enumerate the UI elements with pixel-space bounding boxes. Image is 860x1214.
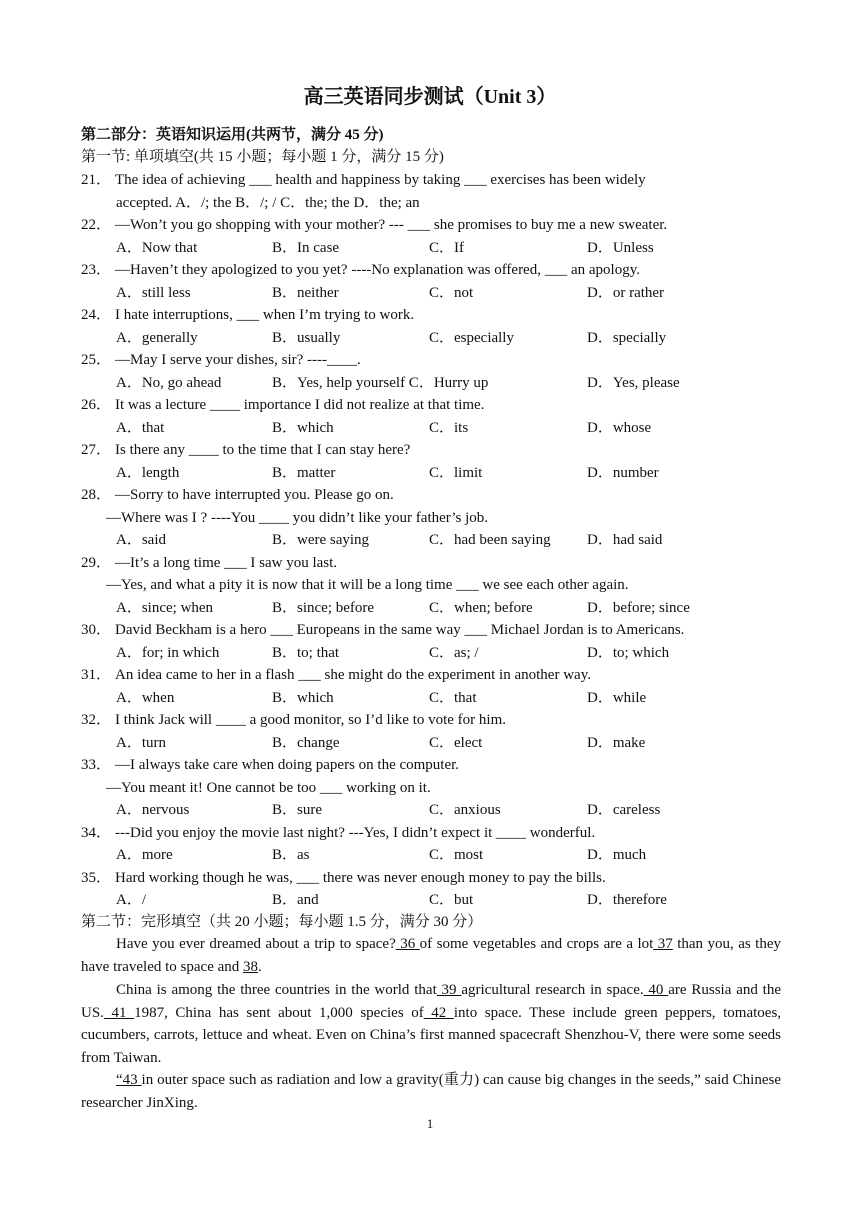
question-stem [81, 709, 781, 731]
question-stem [81, 664, 781, 686]
question-stem [81, 822, 781, 844]
answer-option-d[interactable]: D．while [587, 689, 647, 706]
blank-42: 42 [423, 1004, 454, 1021]
question-number: 29． [81, 554, 112, 571]
answer-option-c[interactable]: C．If [429, 239, 464, 256]
passage-text: agricultural research in space. [461, 982, 644, 998]
question-number: 23． [81, 262, 112, 278]
question-text: An idea came to her in a flash ___ she might do the experiment in another way. [115, 667, 591, 683]
blank-40: 40 [643, 982, 669, 998]
answer-option-a[interactable]: A．said [116, 532, 166, 548]
question-number: 30． [81, 622, 112, 638]
answer-option-d[interactable]: D．specially [587, 329, 667, 346]
question-stem [81, 169, 781, 191]
answer-option-d[interactable]: D．make [587, 734, 646, 751]
section2-heading: 第二节：完形填空（共 20 小题；每小题 1.5 分，满分 30 分） [81, 914, 483, 930]
passage-text: are Russia and the US. [81, 982, 781, 1021]
answer-option-c[interactable]: C．anxious [429, 802, 501, 818]
answer-option-d[interactable]: D．therefore [587, 892, 667, 908]
answer-option-a[interactable]: A．length [116, 464, 180, 481]
question-stem-continued [116, 192, 816, 214]
answer-option-b[interactable]: B．which [272, 689, 334, 706]
question-stem [81, 304, 781, 326]
answer-option-b[interactable]: B．sure [272, 802, 322, 818]
answer-option-c[interactable]: C．most [429, 847, 484, 863]
question-number: 27． [81, 442, 112, 458]
answer-option-b[interactable]: B．were saying [272, 532, 370, 548]
question-stem-continued [106, 777, 806, 799]
section1-heading: 第一节: 单项填空(共 15 小题；每小题 1 分，满分 15 分) [81, 149, 444, 165]
question-text: accepted. A．/; the B．/; / C．the; the D．the; an [116, 194, 420, 211]
question-number: 26． [81, 397, 112, 413]
answer-option-b[interactable]: B．which [272, 419, 334, 436]
question-stem-continued [106, 507, 806, 529]
question-stem [81, 552, 781, 574]
answer-option-c[interactable]: C．elect [429, 734, 483, 751]
page-number: 1 [426, 1116, 434, 1131]
question-text: —I always take care when doing papers on the computer. [115, 757, 460, 773]
question-number: 21． [81, 172, 112, 188]
question-text: —Where was I ? ----You ____ you didn’t like your father’s job. [106, 509, 489, 526]
answer-option-c[interactable]: C．limit [429, 464, 483, 481]
answer-option-c[interactable]: C．not [429, 284, 474, 301]
answer-option-d[interactable]: D．careless [587, 802, 661, 818]
answer-option-c[interactable]: C．that [429, 689, 477, 706]
answer-option-b[interactable]: B．matter [272, 464, 336, 481]
answer-option-b[interactable]: B．usually [272, 329, 341, 346]
answer-option-d[interactable]: D．much [587, 847, 647, 863]
question-text: —You meant it! One cannot be too ___ working on it. [106, 779, 431, 796]
answer-option-a[interactable]: A．still less [116, 284, 191, 301]
answer-option-a[interactable]: A．No, go ahead [116, 374, 222, 391]
answer-option-d[interactable]: D．number [587, 464, 659, 481]
passage-text: in outer space such as radiation and low a gravity(重力) can cause big changes in the seeds,” said Chinese researcher JinXing. [81, 1072, 781, 1111]
question-text: —Sorry to have interrupted you. Please go on. [115, 487, 394, 503]
question-number: 31． [81, 667, 112, 683]
passage-paragraph-3 [81, 1069, 781, 1114]
answer-option-a[interactable]: A．Now that [116, 239, 198, 256]
question-number: 32． [81, 712, 112, 728]
question-stem [81, 214, 781, 236]
question-number: 24． [81, 307, 112, 323]
answer-option-b[interactable]: B．neither [272, 284, 339, 301]
passage-text: of some vegetables and crops are a lot [419, 936, 654, 952]
answer-option-d[interactable]: D．Unless [587, 239, 654, 256]
question-number: 35． [81, 869, 112, 886]
answer-option-a[interactable]: A．when [116, 689, 175, 706]
answer-option-d[interactable]: D．whose [587, 419, 652, 436]
question-text: I hate interruptions, ___ when I’m trying to work. [115, 307, 415, 323]
question-text: —Yes, and what a pity it is now that it will be a long time ___ we see each other again. [106, 577, 629, 593]
passage-text: China is among the three countries in the world that [116, 982, 437, 998]
question-text: It was a lecture ____ importance I did not realize at that time. [115, 397, 485, 413]
question-text: —Won’t you go shopping with your mother? --- ___ she promises to buy me a new sweater. [115, 217, 668, 233]
answer-option-c[interactable]: C．its [429, 419, 469, 436]
blank-41: 41 [103, 1004, 135, 1021]
answer-option-a[interactable]: A．that [116, 419, 165, 436]
question-stem [81, 259, 781, 281]
question-text: I think Jack will ____ a good monitor, so I’d like to vote for him. [115, 712, 507, 728]
answer-option-d[interactable]: D．or rather [587, 284, 665, 301]
part2-heading: 第二部分：英语知识运用(共两节，满分 45 分) [81, 127, 384, 143]
answer-option-b[interactable]: B．since; before [272, 599, 375, 616]
passage-paragraph-1 [81, 933, 781, 978]
answer-option-a[interactable]: A．more [116, 847, 173, 863]
answer-option-c[interactable]: C．when; before [429, 599, 533, 616]
question-text: ---Did you enjoy the movie last night? ---Yes, I didn’t expect it ____ wonderful. [115, 824, 596, 841]
passage-text: into space. These include green peppers, tomatoes, cucumbers, carrots, lettuce and wheat. Even on China’s first manned spacecraft Shenzhou-V, there were some seeds from Taiwan. [81, 1004, 782, 1066]
answer-option-d[interactable]: D．before; since [587, 599, 690, 616]
passage-text: Have you ever dreamed about a trip to space? [116, 936, 396, 952]
answer-option-b[interactable]: B．and [272, 892, 319, 908]
question-number: 25． [81, 352, 112, 368]
answer-option-a[interactable]: A．generally [116, 329, 198, 346]
question-text: —May I serve your dishes, sir? ----____. [115, 352, 361, 368]
passage-paragraph-2 [81, 979, 781, 1069]
passage-text: than you, as they have traveled to space and [81, 936, 782, 975]
answer-option-c[interactable]: C．especially [429, 329, 514, 346]
answer-option-a[interactable]: A．since; when [116, 599, 214, 616]
question-stem [81, 867, 781, 889]
answer-option-b[interactable]: B．Yes, help yourself C．Hurry up [272, 374, 489, 391]
answer-option-b[interactable]: B．to; that [272, 644, 340, 661]
passage-text: . [258, 958, 262, 975]
answer-option-d[interactable]: D．to; which [587, 644, 670, 661]
page-title: 高三英语同步测试（Unit 3） [303, 86, 557, 108]
answer-option-a[interactable]: A．turn [116, 734, 166, 751]
question-stem-continued [106, 574, 806, 596]
question-number: 28． [81, 487, 112, 503]
question-text: Is there any ____ to the time that I can stay here? [115, 442, 411, 458]
passage-text: 1987, China has sent about 1,000 species of [134, 1004, 424, 1021]
question-text: David Beckham is a hero ___ Europeans in the same way ___ Michael Jordan is to Americans. [115, 622, 685, 638]
answer-option-c[interactable]: C．had been saying [429, 532, 551, 548]
question-number: 34． [81, 824, 112, 841]
question-stem [81, 754, 781, 776]
answer-option-b[interactable]: B．In case [272, 239, 340, 256]
question-stem [81, 394, 781, 416]
blank-36: 36 [395, 936, 420, 952]
blank-37: 37 [653, 936, 673, 952]
question-number: 33． [81, 757, 112, 773]
answer-option-c[interactable]: C．as; / [429, 644, 479, 661]
blank-43: “43 [116, 1072, 142, 1088]
blank-38: 38 [243, 958, 259, 975]
question-text: The idea of achieving ___ health and happiness by taking ___ exercises has been widely [115, 172, 646, 188]
answer-option-d[interactable]: D．Yes, please [587, 374, 680, 391]
answer-option-b[interactable]: B．as [272, 847, 310, 863]
answer-option-d[interactable]: D．had said [587, 532, 663, 548]
answer-option-a[interactable]: A．/ [116, 892, 147, 908]
blank-39: 39 [436, 982, 462, 998]
question-text: Hard working though he was, ___ there was never enough money to pay the bills. [115, 869, 606, 886]
question-stem [81, 439, 781, 461]
question-text: —Haven’t they apologized to you yet? ----No explanation was offered, ___ an apology. [115, 262, 640, 278]
question-stem [81, 349, 781, 371]
answer-option-b[interactable]: B．change [272, 734, 340, 751]
question-stem [81, 484, 781, 506]
answer-option-c[interactable]: C．but [429, 892, 474, 908]
answer-option-a[interactable]: A．nervous [116, 802, 190, 818]
question-number: 22． [81, 217, 112, 233]
question-text: —It’s a long time ___ I saw you last. [115, 554, 338, 571]
question-stem [81, 619, 781, 641]
answer-option-a[interactable]: A．for; in which [116, 644, 220, 661]
